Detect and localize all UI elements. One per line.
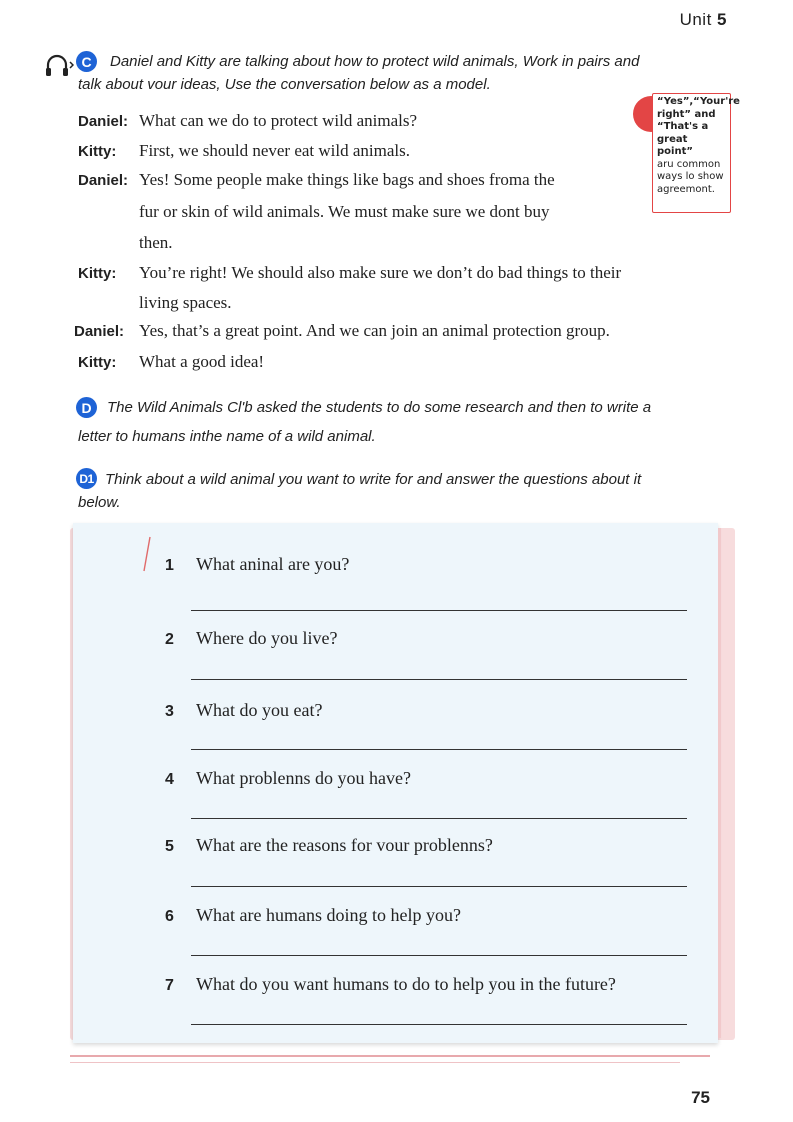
tip-line: ways lo show: [657, 171, 724, 182]
page-number: 75: [691, 1088, 710, 1107]
tip-line: aru common: [657, 158, 721, 170]
section-d-instruction-line2: letter to humans inthe name of a wild animal.: [78, 428, 376, 445]
dialogue-line: Yes, that’s a great point. And we can join an animal protection group.: [139, 321, 610, 340]
speaker-label: Daniel:: [74, 323, 125, 340]
speaker-label: Daniel:: [78, 113, 129, 130]
question-text: What do you want humans to do to help you in the future?: [196, 974, 616, 994]
section-d-badge: D: [76, 397, 97, 418]
tip-line: “That's a: [657, 121, 709, 132]
section-d1-badge: D1: [76, 468, 97, 489]
question-text: What aninal are you?: [196, 554, 350, 574]
section-d1-instruction-line2: below.: [78, 494, 121, 511]
answer-line[interactable]: [191, 955, 687, 956]
section-c-badge: C: [76, 51, 97, 72]
dialogue-line: living spaces.: [139, 293, 232, 312]
section-c-instruction-line1: Daniel and Kitty are talking about how to protect wild animals, Work in pairs and: [110, 53, 640, 70]
dialogue-line: What a good idea!: [139, 352, 265, 371]
section-c-instruction-line2: talk about vour ideas, Use the conversation below as a model.: [78, 76, 491, 93]
speaker-label: Kitty:: [78, 354, 117, 371]
question-text: What are the reasons for vour problenns?: [196, 835, 493, 855]
decorative-divider: [70, 1055, 710, 1057]
answer-line[interactable]: [191, 818, 687, 819]
question-number: 3: [165, 703, 174, 720]
question-number: 6: [165, 908, 174, 925]
question-text: Where do you live?: [196, 628, 338, 648]
tip-line: “Yes”,“Your're: [657, 96, 740, 107]
tip-line: great point”: [657, 133, 693, 157]
question-text: What do you eat?: [196, 700, 323, 720]
question-number: 2: [165, 631, 174, 648]
dialogue-line: What can we do to protect wild animals?: [139, 111, 418, 130]
question-text: What are humans doing to help you?: [196, 905, 461, 925]
question-number: 5: [165, 838, 174, 855]
question-number: 4: [165, 771, 174, 788]
answer-line[interactable]: [191, 610, 687, 611]
dialogue-line: fur or skin of wild animals. We must make sure we dont buy: [139, 202, 550, 221]
dialogue-line: Yes! Some people make things like bags and shoes froma the: [139, 170, 555, 189]
answer-line[interactable]: [191, 749, 687, 750]
pen-mark-icon: [140, 535, 152, 575]
question-number: 7: [165, 977, 174, 994]
panel-edge: [718, 528, 721, 1038]
section-d1-instruction-line1: Think about a wild animal you want to write for and answer the questions about it: [105, 471, 642, 488]
question-text: What problenns do you have?: [196, 768, 411, 788]
tip-box: [652, 93, 740, 213]
headphone-icon: [44, 53, 74, 79]
unit-label: Unit: [679, 10, 712, 29]
tip-line: agreemont.: [657, 183, 715, 195]
tip-line: right” and: [657, 108, 716, 120]
section-d-instruction-line1: The Wild Animals Cl'b asked the students to do some research and then to write a: [107, 399, 652, 416]
speaker-label: Daniel:: [78, 172, 129, 189]
answer-line[interactable]: [191, 1024, 687, 1025]
question-number: 1: [165, 557, 174, 574]
unit-number: 5: [717, 10, 727, 29]
dialogue-line: then.: [139, 233, 173, 252]
decorative-divider: [70, 1062, 680, 1063]
dialogue-line: First, we should never eat wild animals.: [139, 141, 411, 160]
dialogue-line: You’re right! We should also make sure we don’t do bad things to their: [139, 263, 622, 282]
speaker-label: Kitty:: [78, 143, 117, 160]
answer-line[interactable]: [191, 679, 687, 680]
speaker-label: Kitty:: [78, 265, 117, 282]
unit-header: [680, 10, 727, 30]
answer-line[interactable]: [191, 886, 687, 887]
